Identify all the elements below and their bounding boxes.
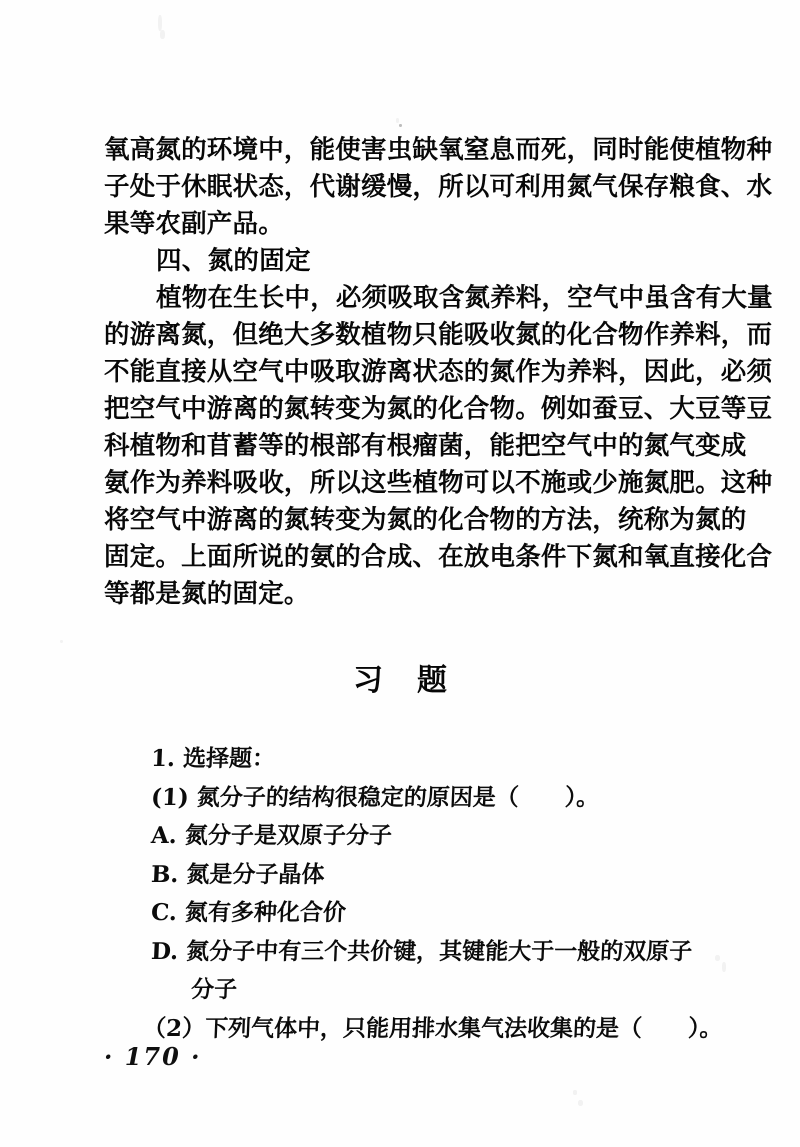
body-line: 把空气中游离的氮转变为氮的化合物。例如蚕豆、大豆等豆 <box>104 394 773 424</box>
body-line: 固定。上面所说的氨的合成、在放电条件下氮和氧直接化合 <box>104 542 773 572</box>
page-number: · 170 · <box>104 1042 202 1071</box>
exercise-option-d: D. 氮分子中有三个共价键，其键能大于一般的双原子 <box>150 937 693 965</box>
exercise-option-b: B. 氮是分子晶体 <box>150 860 326 888</box>
scan-speck <box>715 955 720 961</box>
body-line: 氨作为养料吸收，所以这些植物可以不施或少施氮肥。这种 <box>104 468 773 498</box>
body-line: 的游离氮，但绝大多数植物只能吸收氮的化合物作养料，而 <box>104 320 773 350</box>
section-heading: 四、氮的固定 <box>156 246 311 276</box>
scan-speck <box>399 124 402 127</box>
body-line: 将空气中游离的氮转变为氮的化合物的方法，统称为氮的 <box>104 505 747 535</box>
body-line: 氧高氮的环境中，能使害虫缺氧窒息而死，同时能使植物种 <box>104 135 773 165</box>
body-text-block <box>104 132 773 613</box>
body-line: 子处于休眠状态，代谢缓慢，所以可利用氮气保存粮食、水 <box>104 172 773 202</box>
exercise-option-d-wrap: 分子 <box>190 976 238 1003</box>
scan-speck <box>396 118 399 123</box>
scan-speck <box>573 1090 577 1095</box>
scan-speck <box>60 640 63 643</box>
exercise-option-c: C. 氮有多种化合价 <box>150 899 347 926</box>
scan-speck <box>160 30 165 39</box>
body-line: 等都是氮的固定。 <box>104 579 310 609</box>
exercise-question-stem: （2）下列气体中，只能用排水集气法收集的是（ ）。 <box>142 1014 724 1042</box>
body-line: 不能直接从空气中吸取游离状态的氮作为养料，因此，必须 <box>104 357 773 387</box>
exercises-block <box>142 740 724 1048</box>
exercises-title: 习题 <box>353 663 481 698</box>
exercise-question-stem: (1) 氮分子的结构很稳定的原因是（ ）。 <box>150 783 600 811</box>
body-line: 植物在生长中，必须吸取含氮养料，空气中虽含有大量 <box>156 283 773 313</box>
body-line: 科植物和苜蓄等的根部有根瘤菌，能把空气中的氮气变成 <box>104 431 747 461</box>
scan-speck <box>578 1100 583 1106</box>
scan-speck <box>158 15 162 31</box>
body-line: 果等农副产品。 <box>104 209 284 239</box>
exercise-section-label: 1. 选择题： <box>150 745 276 772</box>
scan-speck <box>722 962 726 972</box>
exercise-option-a: A. 氮分子是双原子分子 <box>150 822 393 849</box>
